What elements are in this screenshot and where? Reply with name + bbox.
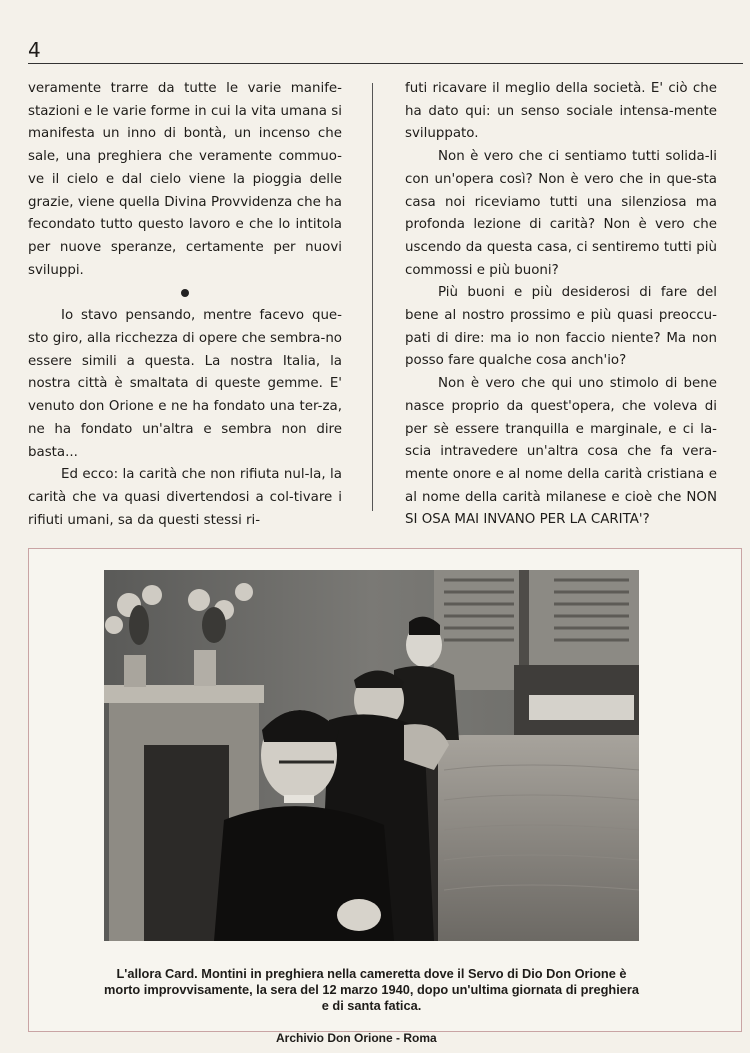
- right-paragraph-2: Non è vero che ci sentiamo tutti solida-li con un'opera così? Non è vero che in que-sta casa noi riceviamo tutti una silenziosa ma profonda lezione di carità? Non è vero che uscendo da questa casa, ci sentiremo tutti più commossi e più buoni?: [405, 149, 717, 278]
- right-column: [405, 78, 717, 532]
- left-paragraph-1: veramente trarre da tutte le varie manife-stazioni e le varie forme in cui la vita umana si manifesta un inno di bontà, un incenso che sale, una preghiera che veramente commuo-ve il cielo e dal cielo viene la pioggia delle grazie, viene quella Divina Provvidenza che ha fecondato tutto questo lavoro e che lo intitola per nuove speranze, certamente per nuovi sviluppi.: [28, 81, 342, 278]
- header-rule: [28, 63, 743, 64]
- column-divider: [372, 83, 373, 511]
- left-column: [28, 78, 342, 532]
- archive-watermark: Archivio Don Orione - Roma: [276, 1031, 437, 1045]
- right-paragraph-3: Più buoni e più desiderosi di fare del bene al nostro prossimo e più quasi preoccu-pati di dire: ma io non faccio niente? Ma non posso fare qualche cosa anch'io?: [405, 285, 717, 369]
- bullet-dot-icon: [181, 289, 189, 297]
- page-number: 4: [28, 38, 41, 62]
- figure-caption: L'allora Card. Montini in preghiera nella cameretta dove il Servo di Dio Don Orione è morto improvvisamente, la sera del 12 marzo 1940, dopo un'ultima giornata di preghiera e di santa fatica.: [104, 966, 639, 1013]
- figure-photo: [104, 570, 639, 941]
- section-bullet: [28, 283, 342, 303]
- right-paragraph-1: futi ricavare il meglio della società. E' ciò che ha dato qui: un senso sociale intensa-mente sviluppato.: [405, 81, 717, 142]
- right-paragraph-4: Non è vero che qui uno stimolo di bene nasce proprio da quest'opera, che voleva di per sè essere tranquilla e marginale, e ci la-scia intravedere un'altra cosa che fa vera-mente onore e al nome della carità cristiana e al nome della carità milanese e cioè che NON SI OSA MAI INVANO PER LA CARITA'?: [405, 376, 717, 528]
- left-paragraph-2: Io stavo pensando, mentre facevo que-sto giro, alla ricchezza di opere che sembra-no essere simili a questa. La nostra Italia, la nostra città è smaltata di queste gemme. E' venuto don Orione e ne ha fondato una ter-za, ne ha fondato un'altra e sembra non dire basta...: [28, 308, 342, 460]
- left-paragraph-3: Ed ecco: la carità che non rifiuta nul-la, la carità che va quasi divertendosi a col-tivare i rifiuti umani, sa da questi stessi ri-: [28, 467, 342, 528]
- photo-illustration: [104, 570, 639, 941]
